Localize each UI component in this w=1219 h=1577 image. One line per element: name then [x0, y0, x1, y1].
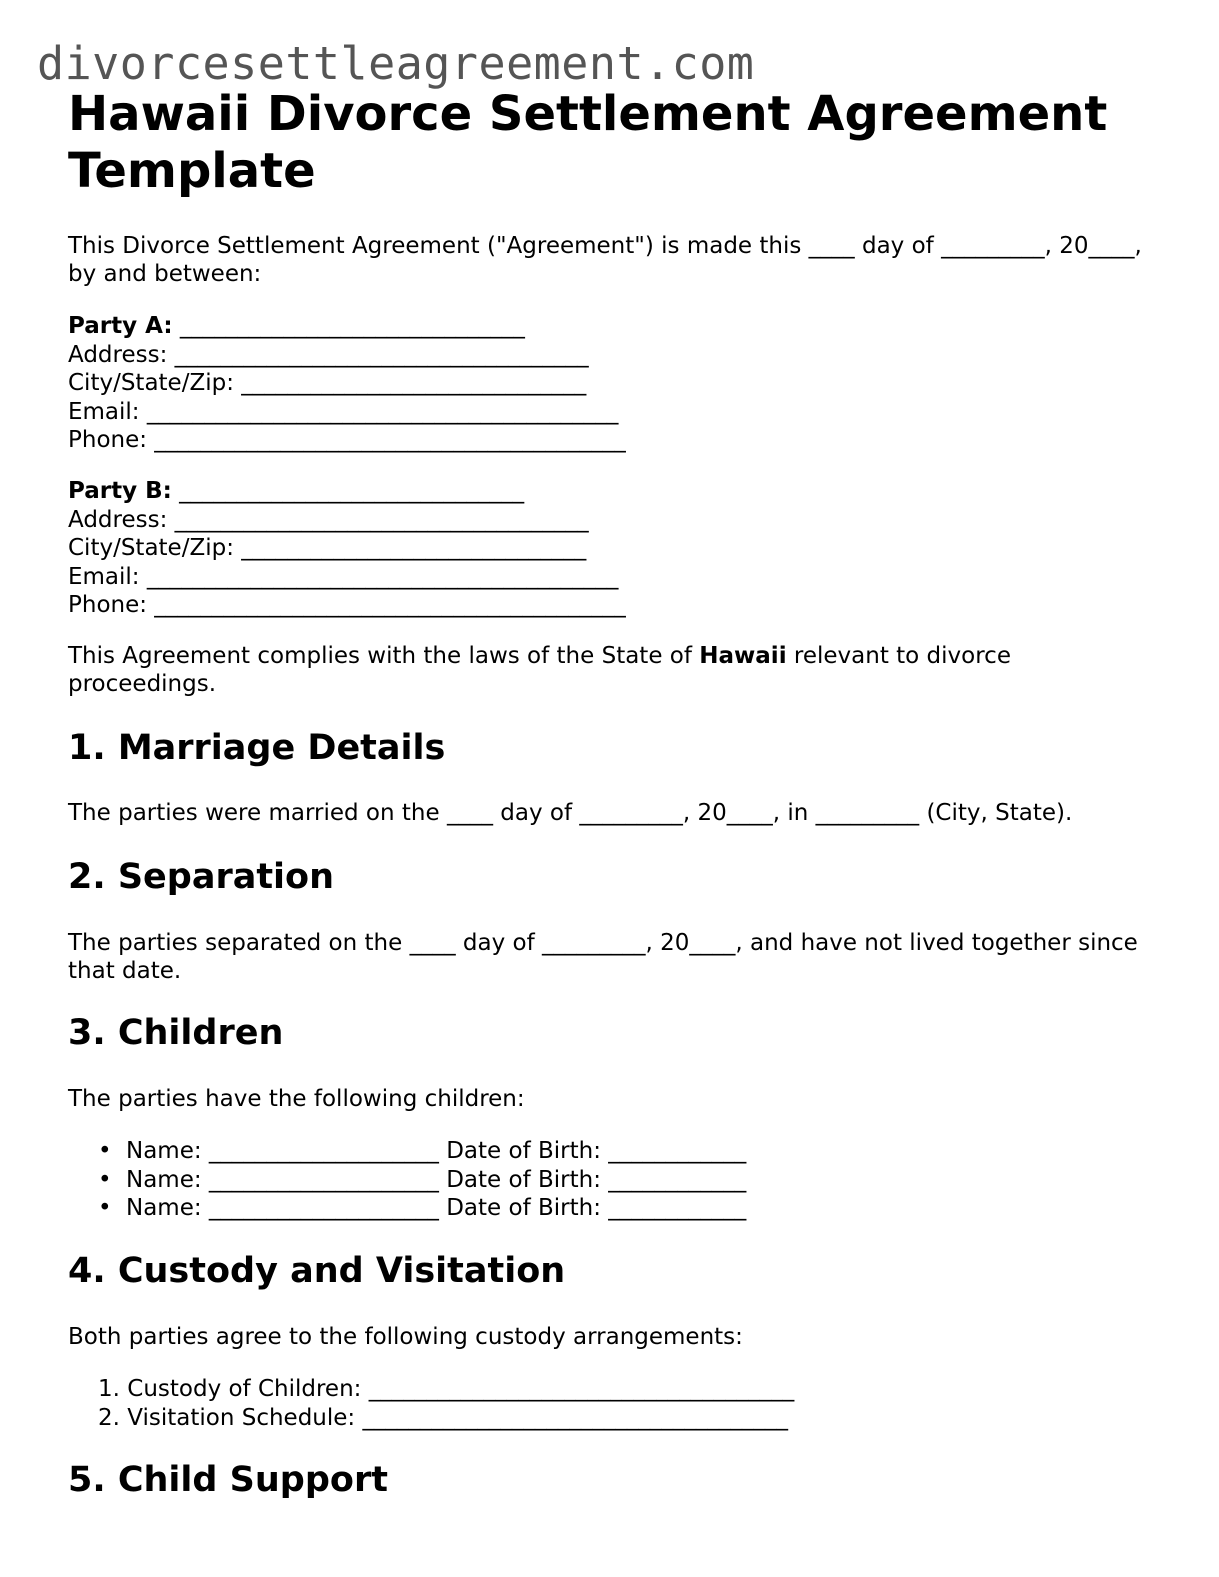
children-paragraph: The parties have the following children: [68, 1086, 525, 1112]
party-a-city: City/State/Zip: ______________________________ [68, 370, 587, 396]
bullet-icon: • [98, 1138, 112, 1164]
section-heading-children: 3. Children [68, 1013, 284, 1053]
party-a-block [68, 312, 626, 455]
compliance-paragraph [68, 642, 1158, 698]
child-row-text: Name: ____________________ Date of Birth: ____________ [126, 1195, 747, 1221]
party-b-phone: Phone: _________________________________________ [68, 592, 626, 618]
list-item: 1. Custody of Children: _____________________________________ [98, 1376, 795, 1402]
compliance-text-after: relevant to divorce proceedings. [68, 643, 1019, 697]
party-a-name-blank: ______________________________ [172, 313, 525, 339]
party-b-label: Party B: [68, 478, 172, 504]
party-b-email: Email: _________________________________________ [68, 563, 619, 590]
party-b-block [68, 477, 626, 620]
bullet-icon: • [98, 1166, 112, 1193]
party-a-email: Email: _________________________________________ [68, 398, 619, 425]
party-a-address: Address: ____________________________________ [68, 341, 589, 368]
list-item [98, 1194, 746, 1223]
custody-list [98, 1375, 794, 1432]
bullet-icon: • [98, 1195, 112, 1221]
child-row-text: Name: ____________________ Date of Birth: ____________ [126, 1138, 747, 1164]
page-title: Hawaii Divorce Settlement Agreement Template [68, 86, 1108, 199]
section-heading-marriage: 1. Marriage Details [68, 728, 446, 768]
intro-paragraph: This Divorce Settlement Agreement ("Agreement") is made this ____ day of _________, 20____, by and between: [68, 233, 1150, 287]
party-b-name-blank: ______________________________ [171, 478, 525, 504]
list-item: 2. Visitation Schedule: _____________________________________ [98, 1404, 788, 1431]
list-item [98, 1137, 746, 1166]
party-b-city: City/State/Zip: ______________________________ [68, 535, 587, 561]
separation-paragraph: The parties separated on the ____ day of _________, 20____, and have not lived together since that date. [68, 930, 1146, 984]
section-heading-custody: 4. Custody and Visitation [68, 1251, 566, 1291]
party-b-address: Address: ____________________________________ [68, 506, 589, 533]
party-b-name-line [68, 477, 626, 506]
compliance-state: Hawaii [699, 643, 787, 669]
party-a-label: Party A: [68, 313, 173, 339]
children-list [98, 1137, 746, 1223]
site-watermark: divorcesettleagreement.com [37, 37, 755, 90]
child-row-text: Name: ____________________ Date of Birth: ____________ [126, 1166, 747, 1193]
marriage-paragraph: The parties were married on the ____ day of _________, 20____, in _________ (City, State). [68, 800, 1073, 826]
party-a-name-line [68, 312, 626, 341]
section-heading-separation: 2. Separation [68, 857, 335, 897]
party-a-phone: Phone: _________________________________________ [68, 427, 626, 453]
compliance-text-before: This Agreement complies with the laws of the State of [68, 643, 700, 669]
custody-paragraph: Both parties agree to the following custody arrangements: [68, 1324, 743, 1350]
section-heading-child-support: 5. Child Support [68, 1460, 388, 1500]
list-item [98, 1166, 746, 1195]
